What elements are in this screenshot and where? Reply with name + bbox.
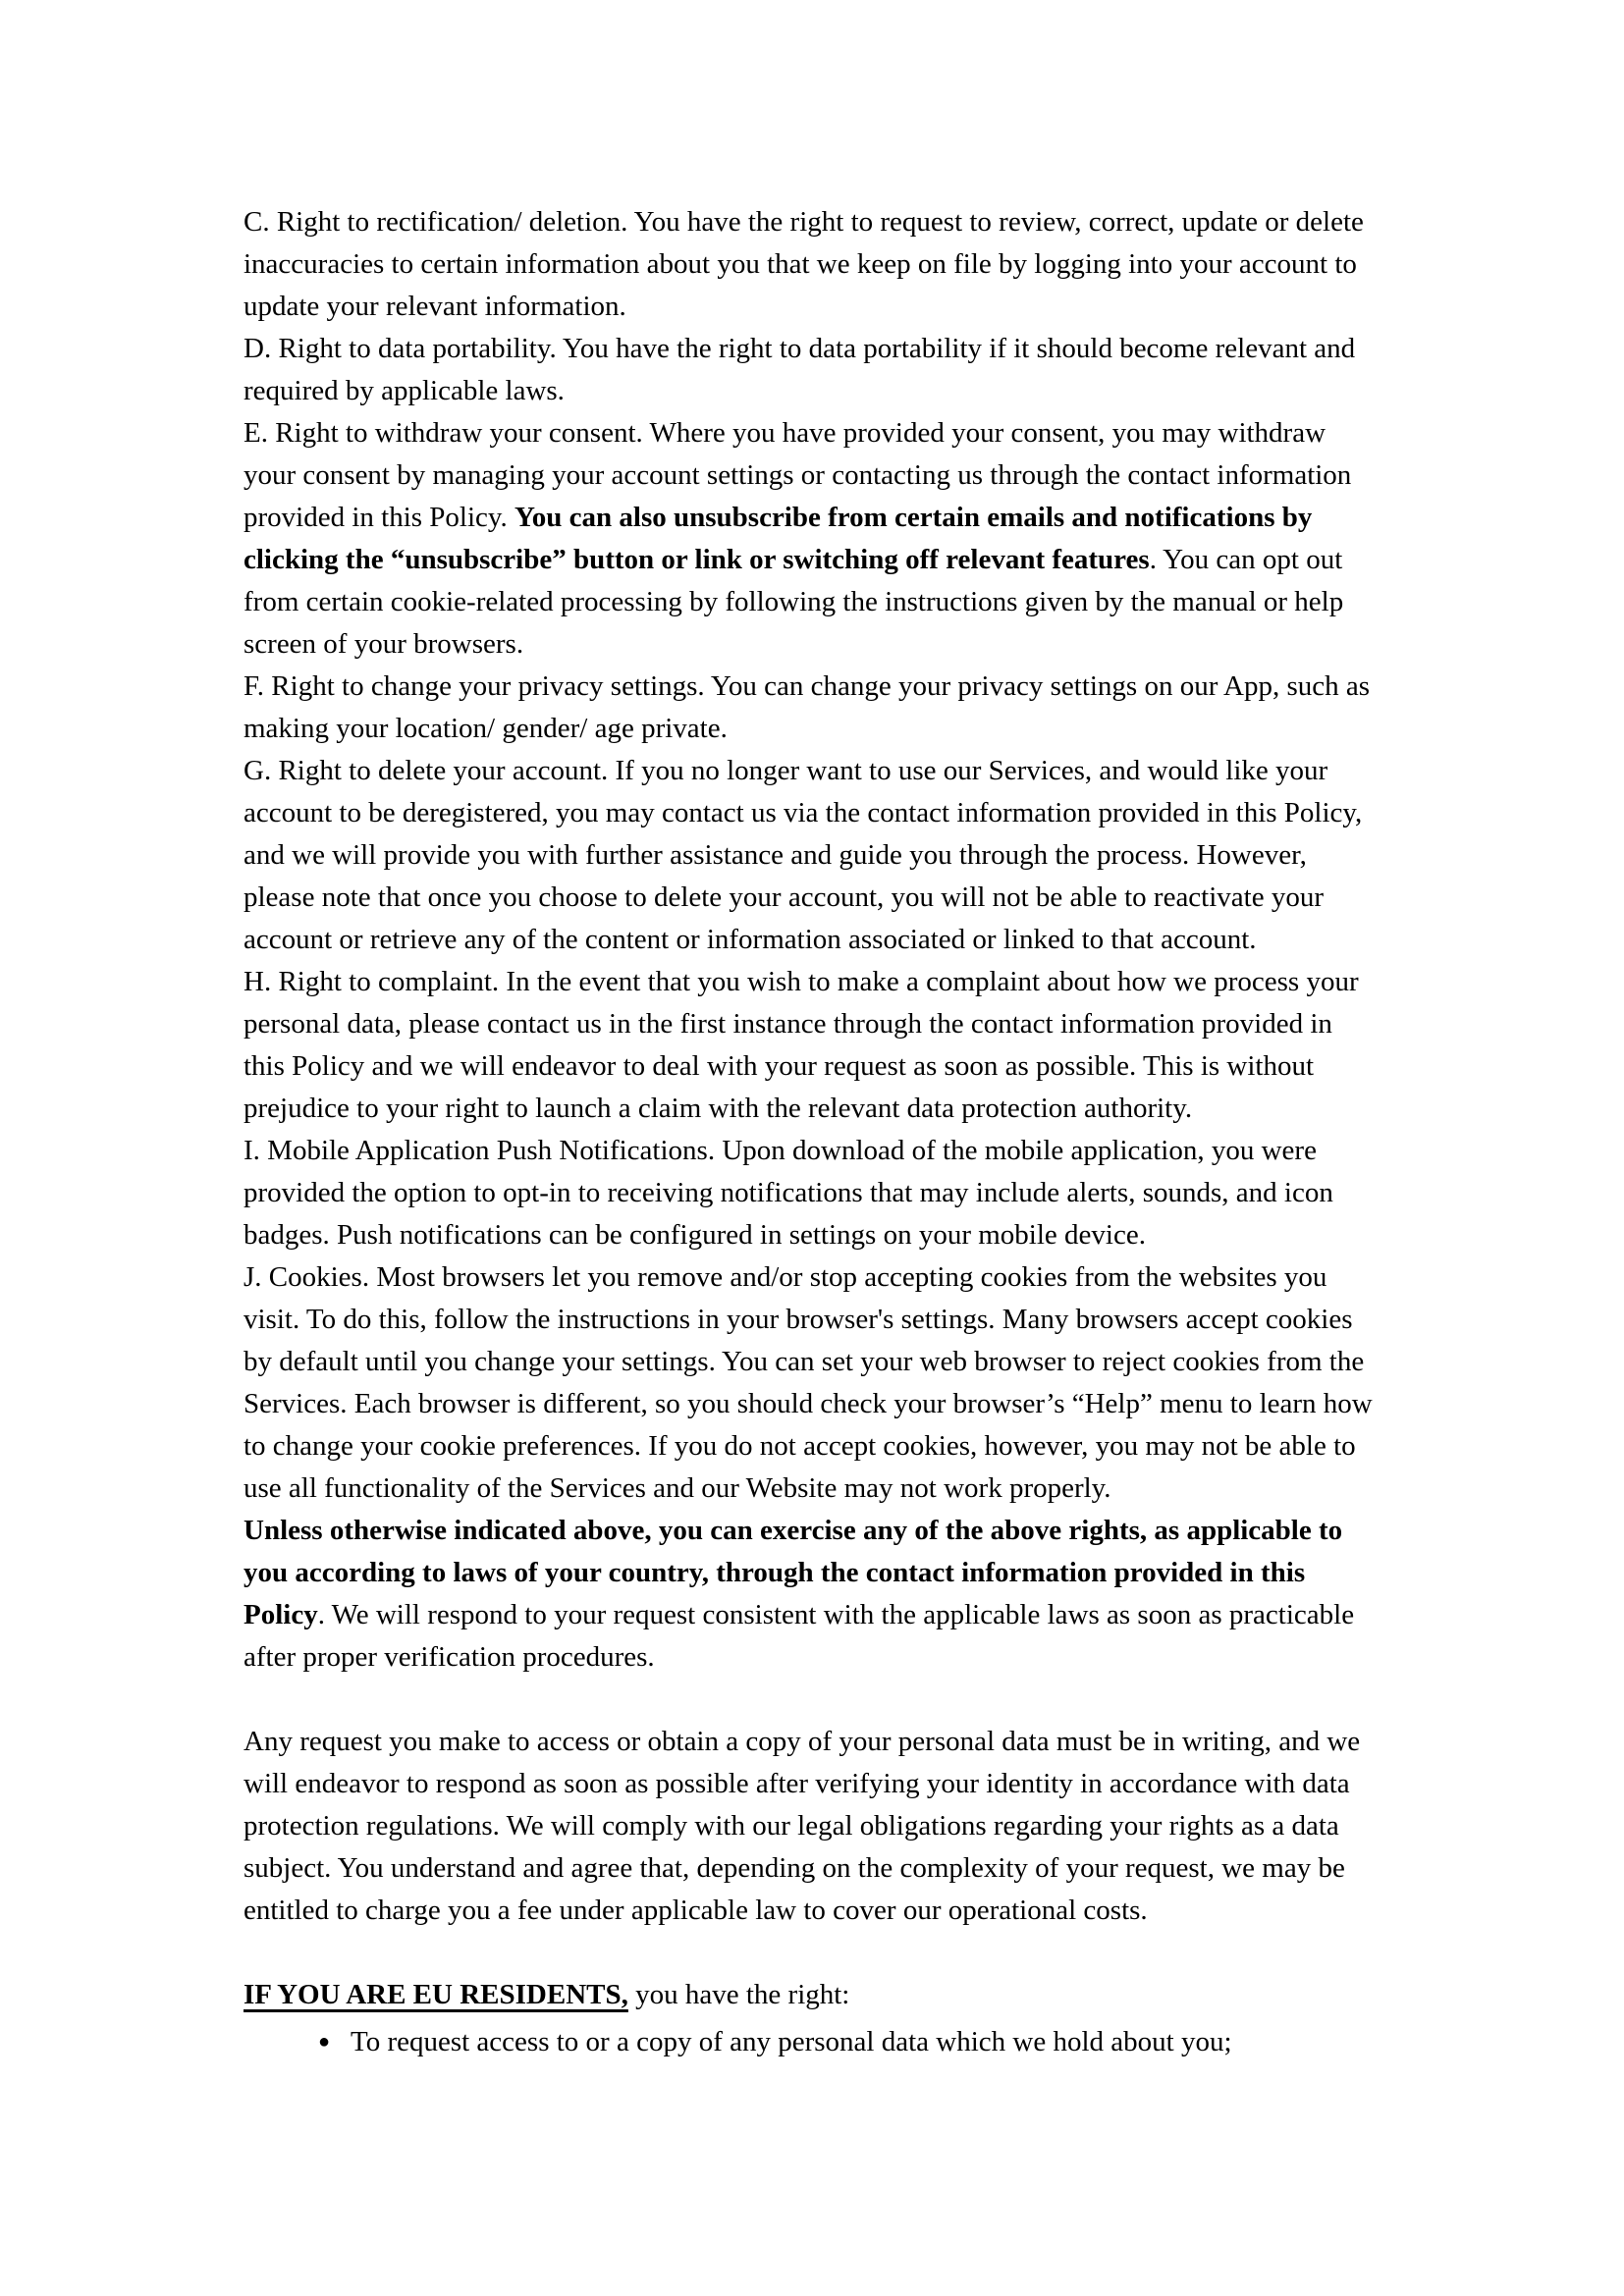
paragraph-privacy-settings	[244, 666, 1380, 750]
text-run: I. Mobile Application Push Notifications. Upon download of the mobile application, you were provided the option to opt-in to receiving notifications that may include alerts, sounds, and icon badges. Push notifications can be configured in settings on your mobile device.	[244, 1135, 1333, 1251]
text-run: E. Right to withdraw your consent. Where you have provided your consent, you may withdraw your consent by managing your account settings or contacting us through the contact information provided in this Policy.	[244, 417, 1352, 533]
bold-text-run: You can also unsubscribe from certain emails and notifications by clicking the “unsubscribe” button or link or switching off relevant features	[244, 502, 1313, 575]
heading-eu-residents	[244, 1974, 1380, 2016]
eu-residents-heading-text: IF YOU ARE EU RESIDENTS,	[244, 1979, 628, 2010]
list-item-text: To request access to or a copy of any personal data which we hold about you;	[351, 2026, 1232, 2057]
text-run: J. Cookies. Most browsers let you remove and/or stop accepting cookies from the websites you visit. To do this, follow the instructions in your browser's settings. Many browsers accept cookies by default until you change your settings. You can set your web browser to reject cookies from the Services. Each browser is different, so you should check your browser’s “Help” menu to learn how to change your cookie preferences. If you do not accept cookies, however, you may not be able to use all functionality of the Services and our Website may not work properly.	[244, 1261, 1373, 1504]
policy-text-block	[244, 201, 1380, 2063]
text-run: you have the right:	[627, 1979, 850, 2010]
text-run: Any request you make to access or obtain a copy of your personal data must be in writing, and we will endeavor to respond as soon as possible after verifying your identity in accordance with data protection regulations. We will comply with our legal obligations regarding your rights as a data subject. You understand and agree that, depending on the complexity of your request, we may be entitled to charge you a fee under applicable law to cover our operational costs.	[244, 1726, 1361, 1926]
text-run: . We will respond to your request consistent with the applicable laws as soon as practicable after proper verification procedures.	[244, 1599, 1355, 1673]
text-run: H. Right to complaint. In the event that you wish to make a complaint about how we process your personal data, please contact us in the first instance through the contact information provided in this Policy and we will endeavor to deal with your request as soon as possible. This is without prejudice to your right to launch a claim with the relevant data protection authority.	[244, 966, 1359, 1124]
list-item	[318, 2021, 1380, 2063]
paragraph-withdraw-consent	[244, 412, 1380, 666]
text-run: . You can opt out from certain cookie-related processing by following the instructions given by the manual or help screen of your browsers.	[244, 544, 1344, 660]
paragraph-complaint	[244, 961, 1380, 1130]
paragraph-written-request	[244, 1721, 1380, 1932]
text-run: D. Right to data portability. You have the right to data portability if it should become relevant and required by applicable laws.	[244, 333, 1356, 406]
paragraph-rectification-deletion	[244, 201, 1380, 328]
text-run: F. Right to change your privacy settings. You can change your privacy settings on our App, such as making your location/ gender/ age private.	[244, 670, 1371, 744]
paragraph-data-portability	[244, 328, 1380, 412]
bullet-icon: ●	[318, 2031, 331, 2053]
paragraph-delete-account	[244, 750, 1380, 961]
paragraph-push-notifications	[244, 1130, 1380, 1256]
bold-text-run: Unless otherwise indicated above, you can exercise any of the above rights, as applicable to you according to laws of your country, through the contact information provided in this Policy	[244, 1515, 1343, 1630]
text-run: G. Right to delete your account. If you no longer want to use our Services, and would like your account to be deregistered, you may contact us via the contact information provided in this Policy, and we will provide you with further assistance and guide you through the process. However, please note that once you choose to delete your account, you will not be able to reactivate your account or retrieve any of the content or information associated or linked to that account.	[244, 755, 1363, 955]
paragraph-exercise-rights	[244, 1510, 1380, 1679]
text-run: C. Right to rectification/ deletion. You have the right to request to review, correct, update or delete inaccuracies to certain information about you that we keep on file by logging into your account to update your relevant information.	[244, 206, 1364, 322]
paragraph-cookies	[244, 1256, 1380, 1510]
